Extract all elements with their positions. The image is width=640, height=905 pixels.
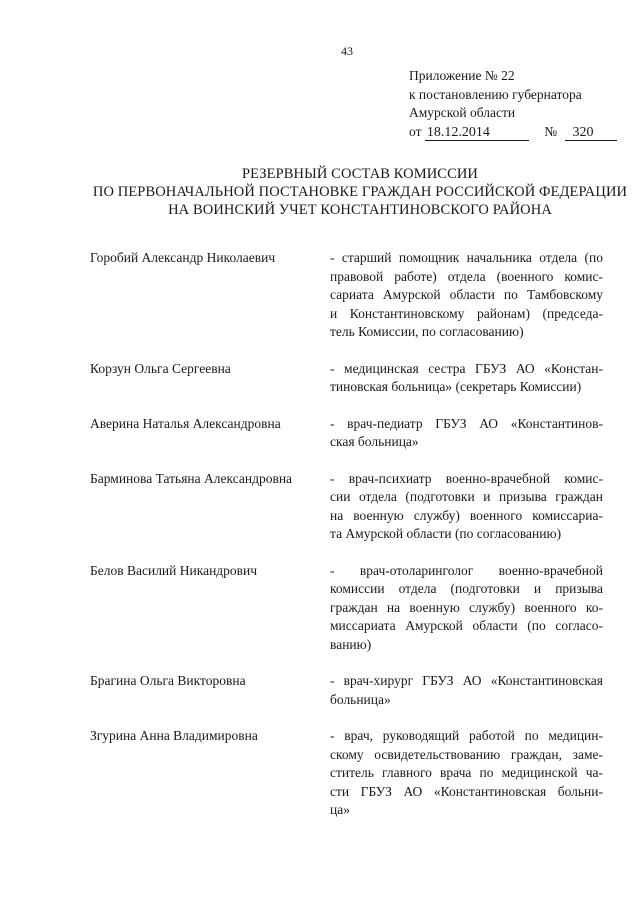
role-line: - старший помощник начальника отдела (по [330,250,603,265]
role-line: - врач-педиатр ГБУЗ АО «Константинов- [330,415,603,431]
member-entry [90,470,605,544]
role-line: больница» [330,691,391,707]
role-line: - медицинская сестра ГБУЗ АО «Констан- [330,360,603,376]
title-line-2: ПО ПЕРВОНАЧАЛЬНОЙ ПОСТАНОВКЕ ГРАЖДАН РОССИЙСКОЙ ФЕДЕРАЦИИ [92,184,628,200]
role-line: сариата Амурской области по Тамбовскому [330,287,603,302]
role-line: - врач-хирург ГБУЗ АО «Константиновская [330,673,603,688]
role-line: граждан на военную службу) военного ко- [330,599,603,615]
member-name: Барминова Татьяна Александровна [90,470,293,486]
role-line: сии отдела (подготовки и призыва граждан [330,489,603,504]
role-line: ца» [330,802,350,817]
role-line: миссариата Амурской области (по согласо- [330,618,603,633]
appendix-line-2: к постановлению губернатора [409,86,582,102]
member-role [330,470,603,544]
role-line: та Амурской области (по согласованию) [330,526,562,541]
role-line: - врач-психиатр военно-врачебной комис- [330,470,603,486]
role-line: скому освидетельствованию граждан, заме- [330,746,603,762]
role-line: и Константиновскому районам) (председа- [330,305,603,321]
appendix-line-3: Амурской области [409,105,516,120]
date-prefix: от [409,123,422,139]
number-sign: № [544,123,558,139]
member-name: Горобий Александр Николаевич [90,250,276,265]
role-line: сти ГБУЗ АО «Константиновская больни- [330,783,603,799]
document-title [80,165,640,219]
member-name: Аверина Наталья Александровна [90,415,281,431]
member-role [330,360,603,397]
title-line-3: НА ВОИНСКИЙ УЧЕТ КОНСТАНТИНОВСКОГО РАЙОНА [168,202,552,218]
member-role [330,562,603,655]
title-line-1: РЕЗЕРВНЫЙ СОСТАВ КОМИССИИ [242,166,478,182]
role-line: правовой работе) отдела (военного комис- [330,268,603,284]
role-line: ванию) [330,636,372,652]
member-role [330,415,603,452]
page-number: 43 [341,44,353,58]
appendix-order-line [409,123,617,142]
member-role [330,727,603,820]
appendix-block [409,67,617,141]
member-entry [90,727,605,820]
role-line: - врач, руководящий работой по медицин- [330,728,603,743]
member-role [330,672,603,709]
member-entry [90,672,605,709]
role-line: тиновская больница» (секретарь Комиссии) [330,379,582,394]
member-name: Корзун Ольга Сергеевна [90,360,231,376]
role-line: ская больница» [330,434,419,449]
order-number: 320 [565,125,617,141]
appendix-line-1: Приложение № 22 [409,68,515,83]
role-line: на военную службу) военного комиссариа- [330,507,603,523]
role-line: - врач-отоларинголог военно-врачебной [330,562,603,578]
member-role [330,249,603,342]
role-line: ститель главного врача по медицинской ча- [330,765,603,780]
member-entry [90,415,605,452]
role-line: тель Комиссии, по согласованию) [330,324,524,339]
member-name: Згурина Анна Владимировна [90,728,258,743]
member-entry [90,249,605,342]
member-entry [90,360,605,397]
order-date: 18.12.2014 [425,125,529,141]
member-name: Белов Василий Никандрович [90,562,258,578]
member-entry [90,562,605,655]
role-line: комиссии отдела (подготовки и призыва [330,581,603,596]
members-list [90,249,605,820]
member-name: Брагина Ольга Викторовна [90,673,246,688]
